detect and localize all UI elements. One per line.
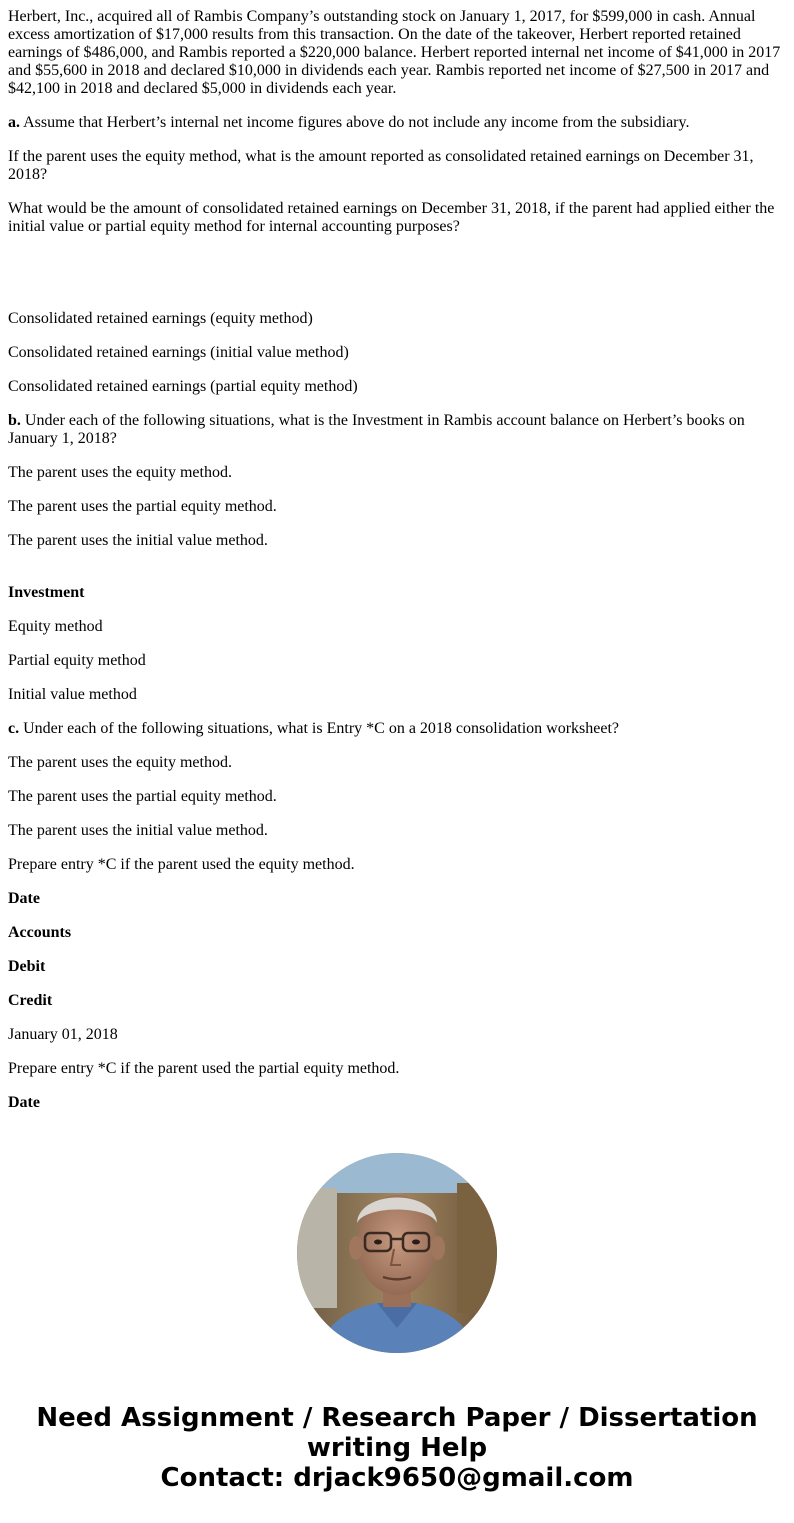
part-a-row-partial: Consolidated retained earnings (partial equity method) [8, 378, 358, 395]
part-c-prompt [8, 720, 786, 738]
promo-line-2: writing Help [306, 1433, 488, 1463]
journal-header-credit [8, 992, 786, 1010]
part-c-label: c. [8, 720, 20, 737]
part-c-situation-partial: The parent uses the partial equity method. [8, 788, 277, 805]
promo-contact[interactable]: Contact: drjack9650@gmail.com [160, 1463, 634, 1493]
journal-header-debit [8, 958, 786, 976]
journal-header-date-2 [8, 1094, 786, 1112]
part-a-text: Assume that Herbert’s internal net income figures above do not include any income from the subsidiary. [23, 114, 690, 131]
part-b-table-header [8, 584, 786, 602]
author-photo [297, 1153, 497, 1353]
portrait-image [297, 1153, 497, 1353]
answer-gap [8, 252, 786, 310]
promo-banner [0, 1403, 794, 1493]
date-header: Date [8, 890, 40, 907]
part-b-row-equity: Equity method [8, 618, 103, 635]
part-a-question-1: If the parent uses the equity method, what is the amount reported as consolidated retained earnings on December 31, 2018? [8, 148, 754, 183]
document-body [8, 8, 786, 1128]
part-c-situation-equity: The parent uses the equity method. [8, 754, 232, 771]
journal-header-date [8, 890, 786, 908]
part-b-label: b. [8, 412, 21, 429]
part-b-row-partial: Partial equity method [8, 652, 146, 669]
credit-header: Credit [8, 992, 53, 1009]
part-b-situation-partial: The parent uses the partial equity method. [8, 498, 277, 515]
part-b-situation-equity: The parent uses the equity method. [8, 464, 232, 481]
investment-header: Investment [8, 584, 85, 601]
part-a-prompt [8, 114, 786, 132]
part-c-prep-partial: Prepare entry *C if the parent used the partial equity method. [8, 1060, 400, 1077]
part-c-situation-initial: The parent uses the initial value method. [8, 822, 268, 839]
part-b-row-initial: Initial value method [8, 686, 137, 703]
part-c-text: Under each of the following situations, what is Entry *C on a 2018 consolidation worksheet? [23, 720, 619, 737]
part-a-label: a. [8, 114, 20, 131]
part-c-prep-equity: Prepare entry *C if the parent used the equity method. [8, 856, 355, 873]
journal-header-accounts [8, 924, 786, 942]
debit-header: Debit [8, 958, 46, 975]
part-a-row-initial: Consolidated retained earnings (initial value method) [8, 344, 349, 361]
part-a-question-2: What would be the amount of consolidated retained earnings on December 31, 2018, if the parent had applied either the initial value or partial equity method for internal accounting purposes? [8, 200, 775, 235]
promo-line-1: Need Assignment / Research Paper / Dissertation [36, 1403, 758, 1433]
part-a-row-equity: Consolidated retained earnings (equity method) [8, 310, 313, 327]
journal-date-value: January 01, 2018 [8, 1026, 118, 1043]
part-b-situation-initial: The parent uses the initial value method. [8, 532, 268, 549]
date-header-2: Date [8, 1094, 40, 1111]
part-b-prompt [8, 412, 786, 448]
part-b-text: Under each of the following situations, what is the Investment in Rambis account balance on Herbert’s books on January 1, 2018? [8, 412, 745, 447]
answer-gap-b [8, 566, 786, 584]
problem-intro: Herbert, Inc., acquired all of Rambis Company’s outstanding stock on January 1, 2017, for $599,000 in cash. Annual excess amortization of $17,000 results from this transaction. On the date of the takeover, Herbert reported retained earnings of $486,000, and Rambis reported a $220,000 balance. Herbert reported internal net income of $41,000 in 2017 and $55,600 in 2018 and declared $10,000 in dividends each year. Rambis reported net income of $27,500 in 2017 and $42,100 in 2018 and declared $5,000 in dividends each year. [8, 8, 781, 97]
accounts-header: Accounts [8, 924, 72, 941]
